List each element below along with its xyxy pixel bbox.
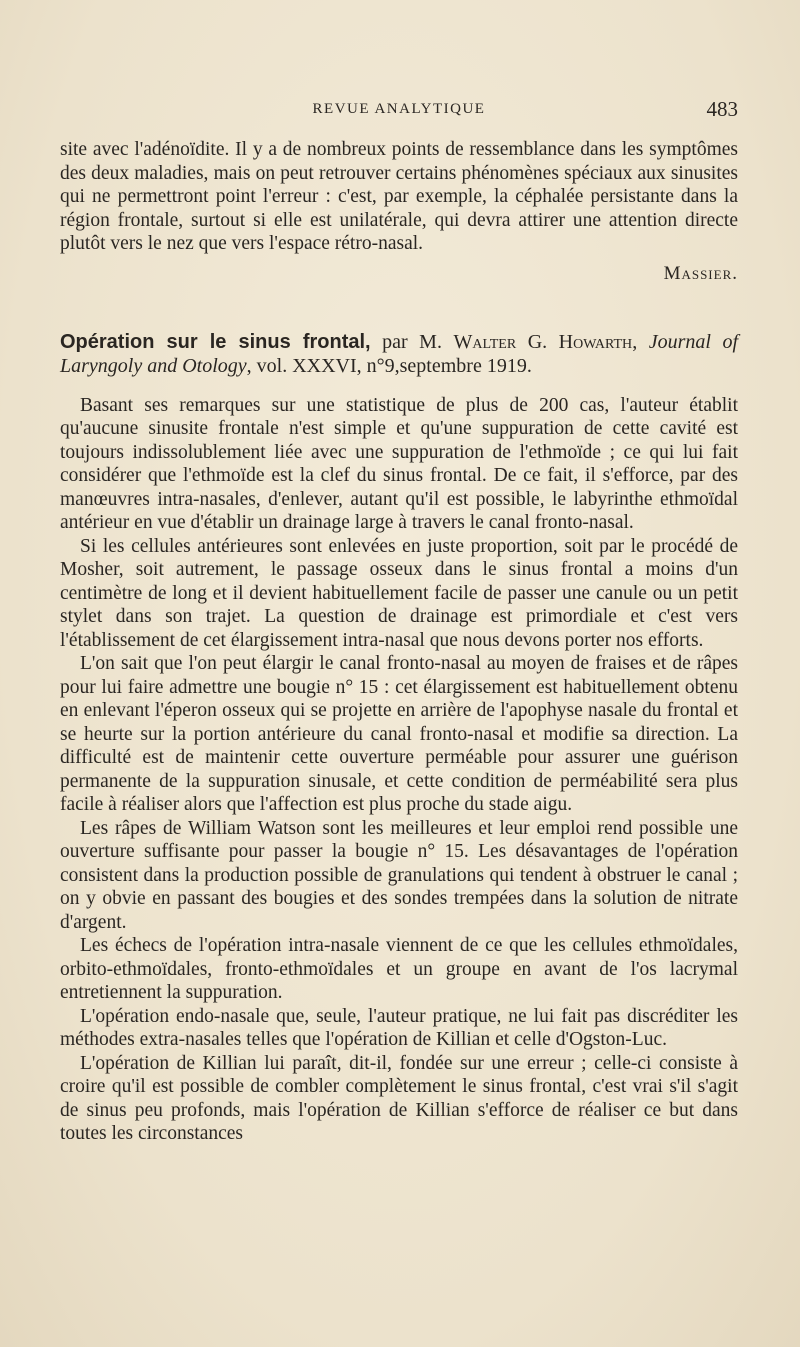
- article-heading: [60, 330, 738, 378]
- article-paragraph-6: L'opération endo-nasale que, seule, l'auteur pratique, ne lui fait pas discréditer les méthodes extra-nasales telles que l'opération de Killian et celle d'Ogston-Luc.: [60, 1005, 738, 1050]
- running-head: [60, 97, 738, 121]
- article-paragraph-5: Les échecs de l'opération intra-nasale viennent de ce que les cellules ethmoïdales, orbito-ethmoïdales, fronto-ethmoïdales et un groupe en avant de l'os lacrymal entretiennent la suppuration.: [60, 935, 738, 1003]
- page-number: 483: [706, 97, 738, 121]
- running-title: REVUE ANALYTIQUE: [312, 101, 486, 117]
- article-body: [60, 394, 738, 1146]
- article-paragraph-1: Basant ses remarques sur une statistique de plus de 200 cas, l'auteur établit qu'aucune sinusite frontale n'est simple et qu'une suppuration de cette cavité est toujours indissolublement liée avec une suppuration de l'ethmoïde ; ce qui lui fait considérer que l'ethmoïde est la clef du sinus frontal. De ce fait, il s'efforce, par des manœuvres intra-nasales, d'enlever, autant qu'il est possible, le labyrinthe ethmoïdal antérieur en vue d'établir un drainage large à travers le canal fronto-nasal.: [60, 394, 738, 533]
- article-paragraph-2: Si les cellules antérieures sont enlevées en juste proportion, soit par le procédé de Mosher, soit autrement, le passage osseux dans le sinus frontal a moins d'un centimètre de long et il devient habituellement facile de passer une canule ou un petit stylet dans son trajet. La question de drainage est primordiale et c'est vers l'établissement de cet élargissement intra-nasal que nous devons porter nos efforts.: [60, 535, 738, 651]
- previous-article-closing-paragraph: site avec l'adénoïdite. Il y a de nombreux points de ressemblance dans les symptômes des deux maladies, mais on peut retrouver certains phénomènes spéciaux aux sinusites qui ne permettront point l'erreur : c'est, par exemple, la céphalée persistante dans la région frontale, surtout si elle est unilatérale, qui devra attirer une attention directe plutôt vers le nez que vers l'espace rétro-nasal.: [60, 139, 738, 254]
- article-paragraph-3: L'on sait que l'on peut élargir le canal fronto-nasal au moyen de fraises et de râpes pour lui faire admettre une bougie n° 15 : cet élargissement est habituellement obtenu en enlevant l'éperon osseux qui se projette en arrière de l'apophyse nasale du frontal et se heurte sur la portion antérieure du canal fronto-nasal et modifie sa direction. La difficulté est de maintenir cette ouverture perméable pour assurer une guérison permanente de la suppuration sinusale, et cette condition de perméabilité sera plus facile à réaliser alors que l'affection est plus proche du stade aigu.: [60, 653, 738, 815]
- article-citation: , vol. XXXVI, n°9,septembre 1919.: [246, 354, 532, 377]
- article-title: Opération sur le sinus frontal,: [60, 330, 371, 353]
- text-block: [60, 138, 738, 1146]
- article-journal: Journal of Laryngoly and Otology: [60, 330, 739, 377]
- article-paragraph-4: Les râpes de William Watson sont les meilleures et leur emploi rend possible une ouverture suffisante pour passer la bougie n° 15. Les désavantages de l'opération consistent dans la production possible de granulations qui tendent à obstruer le canal ; on y obvie en passant des bougies et des sondes trempées dans la solution de nitrate d'argent.: [60, 817, 738, 933]
- article-author: Walter G. Howarth: [453, 330, 633, 353]
- article-by: par M.: [370, 330, 454, 353]
- article-separator: ,: [632, 330, 649, 353]
- article-paragraph-7: L'opération de Killian lui paraît, dit-il, fondée sur une erreur ; celle-ci consiste à croire qu'il est possible de combler complètement le sinus frontal, c'est vrai s'il s'agit de sinus peu profonds, mais l'opération de Killian s'efforce de réaliser ce but dans toutes les circonstances: [60, 1052, 738, 1144]
- previous-article-signature: Massier.: [663, 262, 738, 284]
